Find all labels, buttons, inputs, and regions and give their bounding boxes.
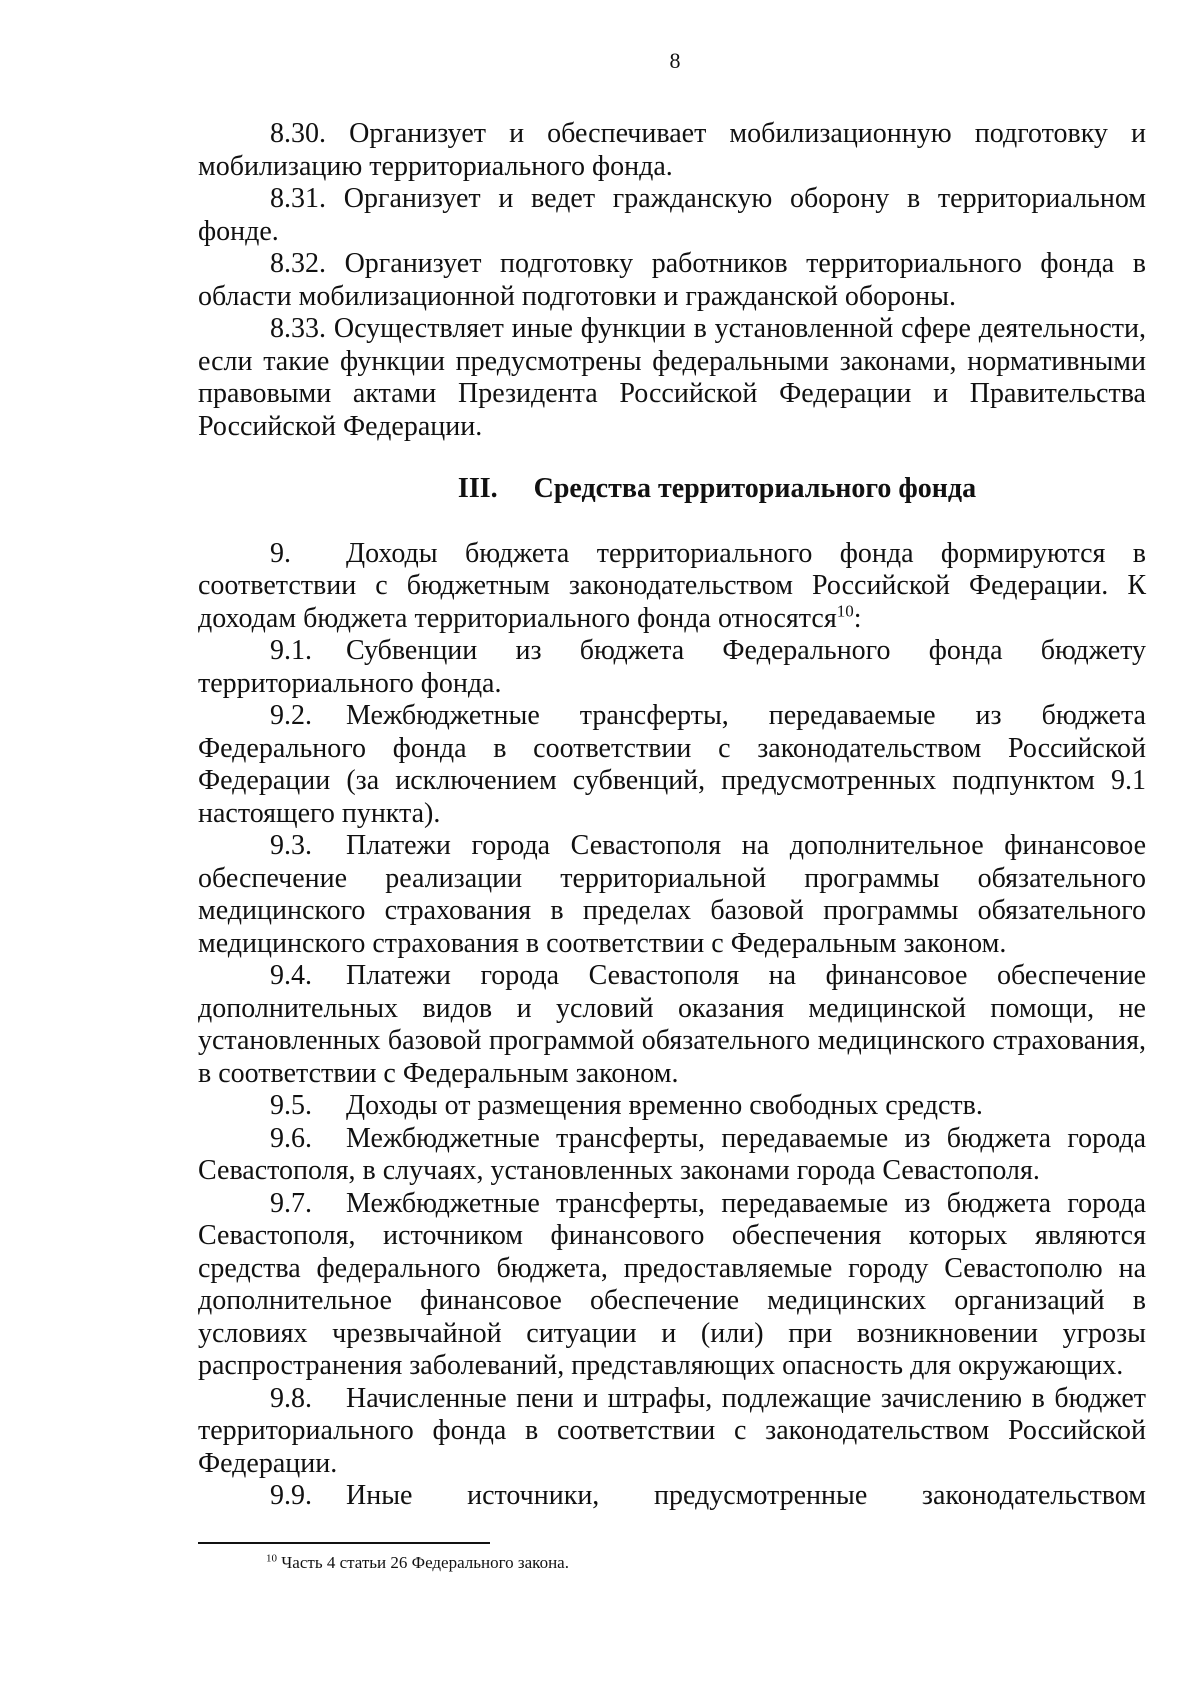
footnote: [266, 1552, 569, 1574]
paragraph-text: Организует подготовку работников территориального фонда в области мобилизационной подготовки и гражданской обороны.: [198, 248, 1146, 312]
paragraph-number: 9.1.: [270, 635, 312, 666]
paragraph-tail: :: [853, 602, 862, 634]
document-body: [198, 118, 1146, 1513]
paragraph-9-3: [198, 830, 1146, 960]
paragraph-text: Иные источники, предусмотренные законодательством: [346, 1480, 1146, 1511]
paragraph-text: Платежи города Севастополя на финансовое обеспечение дополнительных видов и условий оказания медицинской помощи, не установленных базовой программой обязательного медицинского страхования, в соответствии с Федеральным законом.: [198, 960, 1146, 1089]
paragraph-number: 9.7.: [270, 1187, 312, 1219]
footnote-number: 10: [266, 1552, 277, 1565]
section-heading: [198, 473, 1146, 506]
paragraph-number: 8.32.: [270, 248, 326, 279]
paragraph-number: 9.6.: [270, 1122, 312, 1154]
paragraph-text: Организует и обеспечивает мобилизационную подготовку и мобилизацию территориального фонда.: [198, 118, 1146, 182]
paragraph-text: Доходы от размещения временно свободных средств.: [346, 1090, 983, 1121]
paragraph-number: 9.: [270, 537, 291, 569]
paragraph-9-2: [198, 700, 1146, 830]
paragraph-text: Межбюджетные трансферты, передаваемые из бюджета города Севастополя, источником финансового обеспечения которых являются средства федерального бюджета, предоставляемые городу Севастополю на дополнительное финансовое обеспечение медицинских организаций в условиях чрезвычайной ситуации и (или) при возникновении угрозы распространения заболеваний, представляющих опасность для окружающих.: [198, 1187, 1146, 1381]
footnote-text: Часть 4 статьи 26 Федерального закона.: [281, 1553, 569, 1572]
paragraph-number: 9.2.: [270, 700, 312, 731]
paragraph-number: 9.4.: [270, 960, 312, 991]
paragraph-text: Субвенции из бюджета Федерального фонда бюджету территориального фонда.: [198, 635, 1146, 699]
paragraph-9-1: [198, 635, 1146, 700]
footnote-reference[interactable]: 10: [836, 601, 854, 621]
paragraph-8-33: [198, 313, 1146, 443]
paragraph-9-9: [198, 1480, 1146, 1513]
paragraph-9-8: [198, 1383, 1146, 1481]
paragraph-text: Доходы бюджета территориального фонда формируются в соответствии с бюджетным законодательством Российской Федерации. К доходам бюджета территориального фонда относятся: [198, 537, 1146, 634]
paragraph-8-30: [198, 118, 1146, 183]
page-number: 8: [669, 48, 681, 73]
paragraph-text: Организует и ведет гражданскую оборону в территориальном фонде.: [198, 183, 1146, 247]
paragraph-9: [198, 538, 1146, 636]
paragraph-text: Осуществляет иные функции в установленной сфере деятельности, если такие функции предусмотрены федеральными законами, нормативными правовыми актами Президента Российской Федерации и Правительства Российской Федерации.: [198, 313, 1146, 442]
footnote-separator: [198, 1542, 490, 1544]
paragraph-text: Начисленные пени и штрафы, подлежащие зачислению в бюджет территориального фонда в соответствии с законодательством Российской Федерации.: [198, 1382, 1146, 1479]
paragraph-number: 8.33.: [270, 313, 326, 344]
paragraph-number: 8.31.: [270, 183, 326, 214]
paragraph-number: 8.30.: [270, 118, 326, 149]
paragraph-text: Межбюджетные трансферты, передаваемые из бюджета Федерального фонда в соответствии с законодательством Российской Федерации (за исключением субвенций, предусмотренных подпунктом 9.1 настоящего пункта).: [198, 700, 1146, 829]
paragraph-8-31: [198, 183, 1146, 248]
paragraph-number: 9.5.: [270, 1090, 312, 1121]
section-number: III.: [457, 473, 498, 504]
paragraph-text: Платежи города Севастополя на дополнительное финансовое обеспечение реализации территориальной программы обязательного медицинского страхования в пределах базовой программы обязательного медицинского страхования в соответствии с Федеральным законом.: [198, 830, 1146, 959]
paragraph-text: Межбюджетные трансферты, передаваемые из бюджета города Севастополя, в случаях, установленных законами города Севастополя.: [198, 1122, 1146, 1186]
paragraph-9-7: [198, 1188, 1146, 1383]
paragraph-number: 9.8.: [270, 1382, 312, 1414]
paragraph-9-5: [198, 1090, 1146, 1123]
paragraph-9-4: [198, 960, 1146, 1090]
paragraph-8-32: [198, 248, 1146, 313]
paragraph-number: 9.3.: [270, 830, 312, 861]
section-title: Средства территориального фонда: [533, 473, 977, 504]
paragraph-number: 9.9.: [270, 1480, 312, 1511]
paragraph-9-6: [198, 1123, 1146, 1188]
